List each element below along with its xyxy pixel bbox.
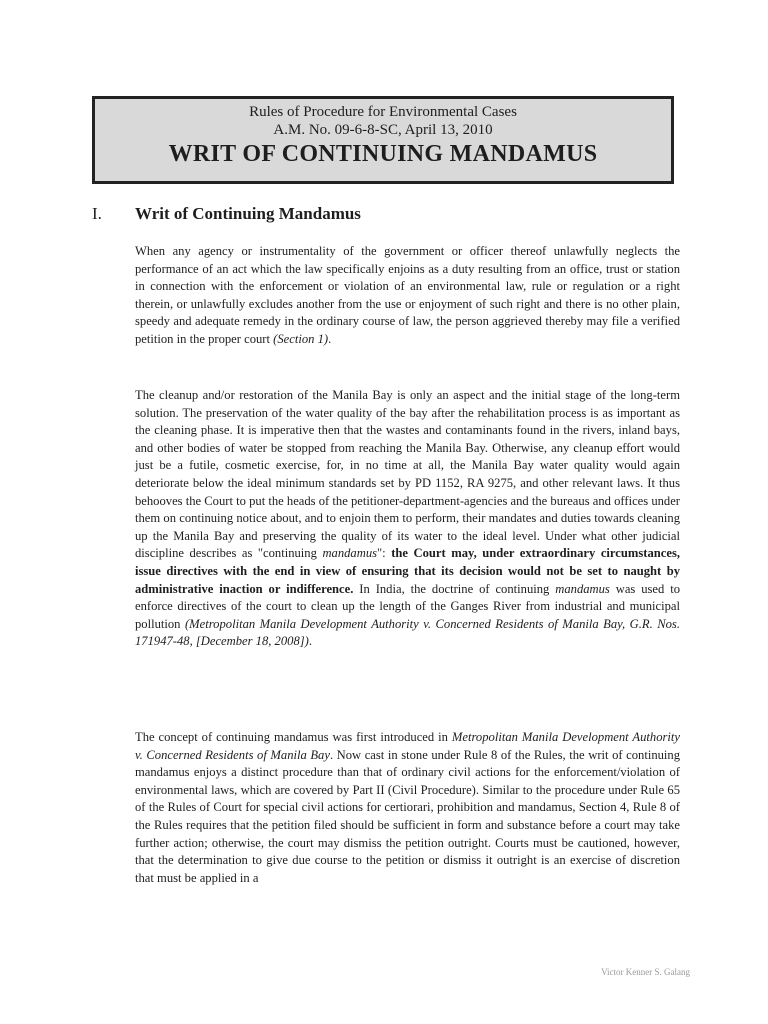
- paragraph-1-citation: (Section 1): [273, 331, 329, 346]
- paragraph-1-end: .: [328, 331, 332, 346]
- footer-author: Victor Kenner S. Galang: [601, 967, 690, 977]
- page-title: WRIT OF CONTINUING MANDAMUS: [168, 141, 598, 167]
- paragraph-2-ital1: mandamus: [322, 546, 378, 561]
- header-box: [92, 96, 674, 184]
- paragraph-2-text2: ":: [377, 546, 392, 561]
- paragraph-2-text1: The cleanup and/or restoration of the Manila Bay is only an aspect and the initial stage of the long-term solution. The preservation of the water quality of the bay after the rehabilitation process is as important as the cleaning phase. It is imperative then that the wastes and contaminants found in the rivers, inland bays, and other bodies of water be stopped from reaching the Manila Bay. Otherwise, any cleanup effort would just be a futile, cosmetic exercise, for, in no time at all, the Manila Bay water quality would again deteriorate below the ideal minimum standards set by PD 1152, RA 9275, and other relevant laws. It thus behooves the Court to put the heads of the petitioner-department-agencies and the bureaus and offices under them on continuing notice about, and to enjoin them to perform, their mandates and duties towards cleaning up the Manila Bay and preserving the quality of its water to the ideal level. Under what other judicial discipline describes as "continuing: [135, 388, 680, 561]
- section-number: I.: [92, 204, 102, 223]
- paragraph-3-case-name: Metropolitan Manila Development Authority v. Concerned Residents of Manila Bay: [135, 730, 680, 762]
- header-am-number: A.M. No. 09-6-8-SC, April 13, 2010: [273, 122, 493, 138]
- paragraph-2-end: .: [308, 634, 312, 649]
- paragraph-2: [135, 387, 680, 651]
- paragraph-2-text3: In India, the doctrine of continuing: [353, 581, 556, 596]
- paragraph-3-text2: . Now cast in stone under Rule 8 of the Rules, the writ of continuing mandamus enjoys a distinct procedure than that of ordinary civil actions for the enforcement/violation of environmental laws, which are covered by Part II (Civil Procedure). Similar to the procedure under Rule 65 of the Rules of Court for special civil actions for certiorari, prohibition and mandamus, Section 4, Rule 8 of the Rules requires that the petition filed should be sufficient in form and substance before a court may take further action; otherwise, the court may dismiss the petition outright. Courts must be cautioned, however, that the determination to give due course to the petition or dismiss it outright is an exercise of discretion that must be applied in a: [135, 747, 681, 885]
- paragraph-2-citation: (Metropolitan Manila Development Authority v. Concerned Residents of Manila Bay, G.R. Nos. 171947-48, [December 18, 2008]): [135, 616, 680, 649]
- paragraph-1: [135, 243, 680, 349]
- section-title: Writ of Continuing Mandamus: [135, 204, 361, 223]
- paragraph-3-text1: The concept of continuing mandamus was first introduced in: [135, 730, 452, 744]
- header-rules-line: Rules of Procedure for Environmental Cases: [249, 104, 517, 120]
- paragraph-1-text: When any agency or instrumentality of the government or officer thereof unlawfully neglects the performance of an act which the law specifically enjoins as a duty resulting from an office, trust or station in connection with the enforcement or violation of an environmental law, rule or regulation or a right therein, or unlawfully excludes another from the use or enjoyment of such right and there is no other plain, speedy and adequate remedy in the ordinary course of law, the person aggrieved thereby may file a verified petition in the proper court: [135, 244, 680, 346]
- paragraph-2-ital2: mandamus: [555, 581, 610, 596]
- paragraph-3: [135, 729, 680, 887]
- paragraph-2-bold: the Court may, under extraordinary circumstances, issue directives with the end in view of ensuring that its decision would not be set to naught by administrative inaction or indifference.: [135, 546, 680, 596]
- paragraph-2-text4: was used to enforce directives of the court to clean up the length of the Ganges River from industrial and municipal pollution: [135, 581, 681, 631]
